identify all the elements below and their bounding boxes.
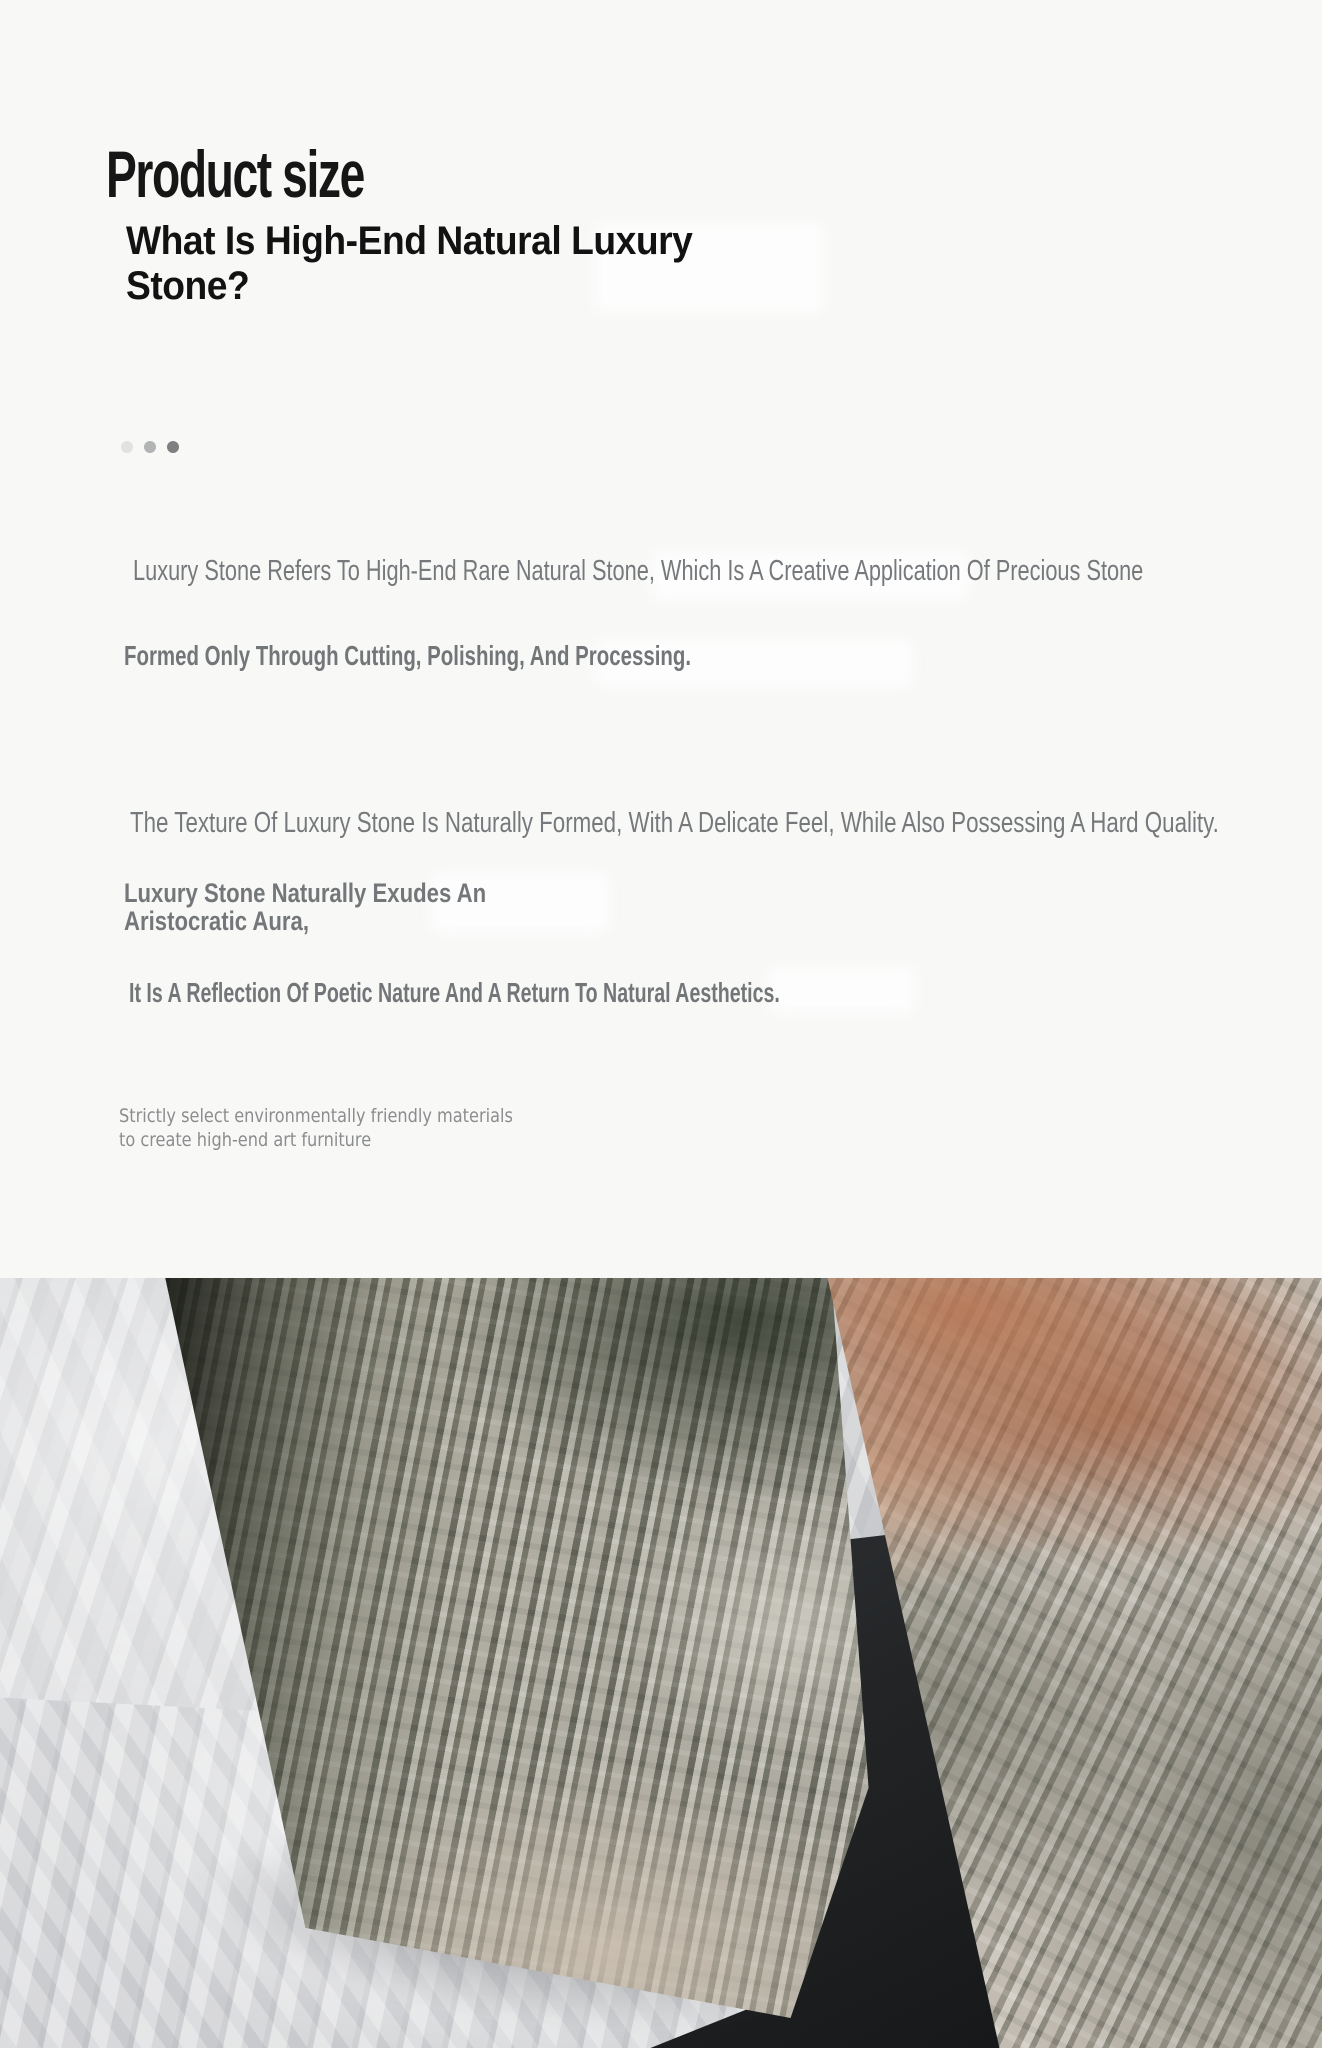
section-subtitle: [126, 219, 826, 309]
footnote-line1: Strictly select environmentally friendly materials: [119, 1105, 513, 1127]
texture-paragraph-text: The Texture Of Luxury Stone Is Naturally Formed, With A Delicate Feel, While Also Possessing A Hard Quality.: [130, 807, 1219, 839]
intro-paragraph-text: Luxury Stone Refers To High-End Rare Natural Stone, Which Is A Creative Application Of Precious Stone: [133, 555, 1144, 587]
emphasis-aura-line1: Luxury Stone Naturally Exudes An: [124, 878, 487, 908]
carousel-dot-2[interactable]: [144, 441, 156, 453]
section-title-text: Product size: [106, 137, 364, 211]
intro-paragraph: [133, 555, 1322, 588]
emphasis-aura-line2: Aristocratic Aura,: [124, 906, 309, 936]
footnote: [119, 1104, 582, 1152]
emphasis-processing-text: Formed Only Through Cutting, Polishing, And Processing.: [124, 640, 692, 671]
footnote-line2: to create high-end art furniture: [119, 1129, 372, 1151]
emphasis-aura: [124, 879, 566, 935]
emphasis-aesthetics-text: It Is A Reflection Of Poetic Nature And A Return To Natural Aesthetics.: [129, 977, 780, 1008]
product-photo: [0, 1278, 1322, 2048]
carousel-dot-1[interactable]: [121, 441, 133, 453]
section-subtitle-text: What Is High-End Natural Luxury Stone?: [126, 219, 693, 308]
carousel-dot-3-active[interactable]: [167, 441, 179, 453]
emphasis-processing: [124, 640, 901, 672]
emphasis-aesthetics: [129, 977, 1059, 1009]
carousel-dots: [121, 441, 179, 453]
texture-paragraph: [130, 807, 1322, 840]
section-title: [106, 137, 474, 211]
